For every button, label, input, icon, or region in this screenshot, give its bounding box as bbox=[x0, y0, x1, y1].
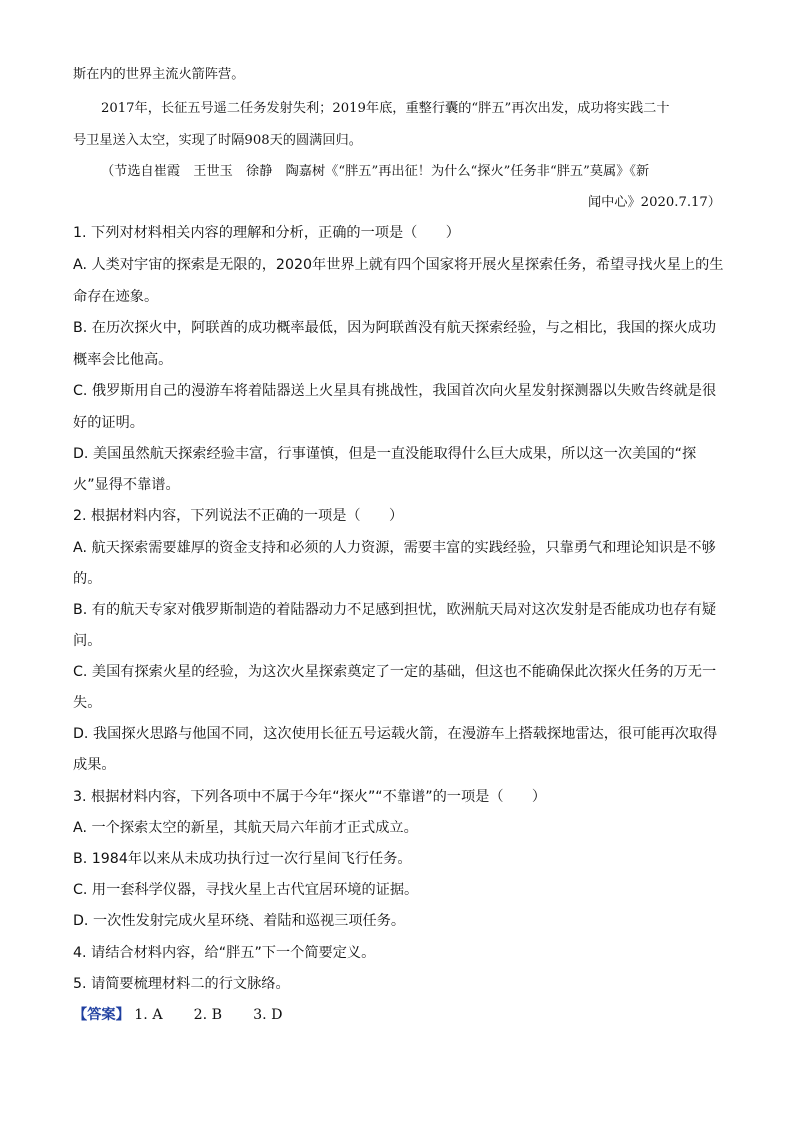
source-line-1: （节选自崔霞 王世玉 徐静 陶嘉树《“胖五”再出征！为什么“探火”任务非“胖五”莫属》《新 bbox=[101, 164, 650, 179]
answer-3: 3. D bbox=[253, 1007, 283, 1023]
q3-option-b: B. 1984年以来从未成功执行过一次行星间飞行任务。 bbox=[73, 851, 412, 867]
answer-label: 【答案】 bbox=[73, 1007, 130, 1023]
answer-2: 2. B bbox=[193, 1007, 223, 1023]
question-2-stem: 2. 根据材料内容，下列说法不正确的一项是（ ） bbox=[73, 508, 404, 524]
q1-option-d-line-1: D. 美国虽然航天探索经验丰富，行事谨慎，但是一直没能取得什么巨大成果，所以这一次美国的“探 bbox=[73, 446, 697, 462]
question-5-stem: 5. 请简要梳理材料二的行文脉络。 bbox=[73, 976, 290, 992]
q2-option-c-line-1: C. 美国有探索火星的经验，为这次火星探索奠定了一定的基础，但这也不能确保此次探火任务的万无一 bbox=[73, 664, 717, 680]
q1-option-b-line-2: 概率会比他高。 bbox=[73, 352, 173, 368]
excerpt-line-1: 斯在内的世界主流火箭阵营。 bbox=[73, 67, 245, 82]
excerpt-line-2: 2017年，长征五号遥二任务发射失利；2019年底，重整行囊的“胖五”再次出发，成功将实践二十 bbox=[101, 101, 670, 116]
question-3-stem: 3. 根据材料内容，下列各项中不属于今年“探火”“不靠谱”的一项是（ ） bbox=[73, 789, 547, 805]
q3-option-c: C. 用一套科学仪器，寻找火星上古代宜居环境的证据。 bbox=[73, 882, 419, 898]
q2-option-d-line-2: 成果。 bbox=[73, 757, 116, 773]
q1-option-a-line-2: 命存在迹象。 bbox=[73, 289, 159, 305]
q2-option-d-line-1: D. 我国探火思路与他国不同，这次使用长征五号运载火箭，在漫游车上搭载探地雷达，很可能再次取得 bbox=[73, 726, 718, 742]
q1-option-a-line-1: A. 人类对宇宙的探索是无限的，2020年世界上就有四个国家将开展火星探索任务，希望寻找火星上的生 bbox=[73, 257, 724, 273]
q2-option-b-line-1: B. 有的航天专家对俄罗斯制造的着陆器动力不足感到担忧，欧洲航天局对这次发射是否能成功也存有疑 bbox=[73, 602, 717, 618]
q1-option-d-line-2: 火”显得不靠谱。 bbox=[73, 477, 180, 493]
q3-option-d: D. 一次性发射完成火星环绕、着陆和巡视三项任务。 bbox=[73, 913, 406, 929]
q2-option-a-line-1: A. 航天探索需要雄厚的资金支持和必须的人力资源，需要丰富的实践经验，只靠勇气和理论知识是不够 bbox=[73, 540, 716, 556]
excerpt-line-3: 号卫星送入太空，实现了时隔908天的圆满回归。 bbox=[73, 133, 362, 148]
question-1-stem: 1. 下列对材料相关内容的理解和分析，正确的一项是（ ） bbox=[73, 225, 460, 241]
source-line-2: 闻中心》2020.7.17） bbox=[587, 195, 721, 210]
q1-option-c-line-1: C. 俄罗斯用自己的漫游车将着陆器送上火星具有挑战性，我国首次向火星发射探测器以失败告终就是很 bbox=[73, 383, 717, 399]
q2-option-b-line-2: 问。 bbox=[73, 633, 102, 649]
q3-option-a: A. 一个探索太空的新星，其航天局六年前才正式成立。 bbox=[73, 820, 418, 836]
q2-option-a-line-2: 的。 bbox=[73, 571, 102, 587]
question-4-stem: 4. 请结合材料内容，给“胖五”下一个简要定义。 bbox=[73, 945, 376, 961]
answer-1: 1. A bbox=[134, 1007, 163, 1023]
q1-option-b-line-1: B. 在历次探火中，阿联酋的成功概率最低，因为阿联酋没有航天探索经验，与之相比，我国的探火成功 bbox=[73, 320, 717, 336]
q1-option-c-line-2: 好的证明。 bbox=[73, 415, 144, 431]
q2-option-c-line-2: 失。 bbox=[73, 695, 102, 711]
answer-line bbox=[73, 1004, 283, 1024]
